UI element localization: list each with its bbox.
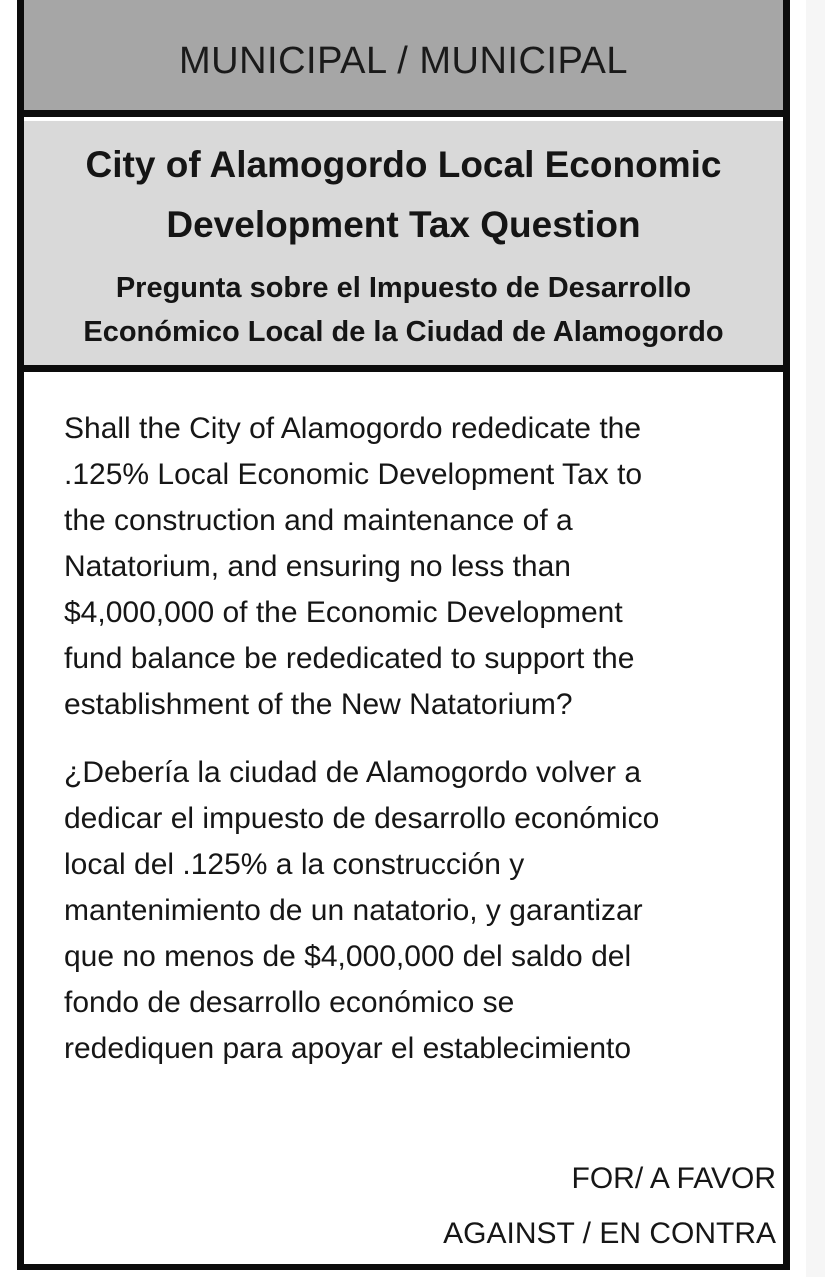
question-line: .125% Local Economic Development Tax to — [64, 458, 643, 491]
section-header — [24, 0, 783, 117]
question-spanish — [64, 750, 764, 1072]
question-line: the construction and maintenance of a — [64, 504, 573, 537]
question-line: Natatorium, and ensuring no less than — [64, 550, 571, 583]
question-line: fund balance be rededicated to support the — [64, 642, 635, 675]
page-edge — [806, 0, 825, 1277]
question-line: ¿Debería la ciudad de Alamogordo volver a — [64, 756, 642, 789]
title-spanish-line: Económico Local de la Ciudad de Alamogordo — [83, 316, 724, 348]
title-spanish-line: Pregunta sobre el Impuesto de Desarrollo — [115, 272, 692, 304]
question-line: redediquen para apoyar el establecimiento — [64, 1032, 632, 1065]
question-line: $4,000,000 of the Economic Development — [64, 596, 623, 629]
question-line: que no menos de $4,000,000 del saldo del — [64, 940, 632, 973]
title-band — [24, 117, 783, 372]
title-spanish — [24, 266, 783, 354]
choice-against-option[interactable]: AGAINST / EN CONTRA — [443, 1217, 776, 1250]
section-label: MUNICIPAL / MUNICIPAL — [179, 40, 628, 82]
title-english-line: Development Tax Question — [166, 204, 641, 245]
question-line: dedicar el impuesto de desarrollo económico — [64, 802, 660, 835]
question-line: fondo de desarrollo económico se — [64, 986, 515, 1019]
question-english — [64, 406, 764, 728]
question-line: establishment of the New Natatorium? — [64, 688, 573, 721]
choice-for-option[interactable]: FOR/ A FAVOR — [571, 1162, 776, 1195]
question-line: local del .125% a la construcción y — [64, 848, 525, 881]
title-english — [24, 135, 783, 255]
title-english-line: City of Alamogordo Local Economic — [85, 144, 722, 185]
ballot-card — [17, 0, 790, 1270]
question-line: mantenimiento de un natatorio, y garantizar — [64, 894, 643, 927]
question-line: Shall the City of Alamogordo rededicate the — [64, 412, 642, 445]
